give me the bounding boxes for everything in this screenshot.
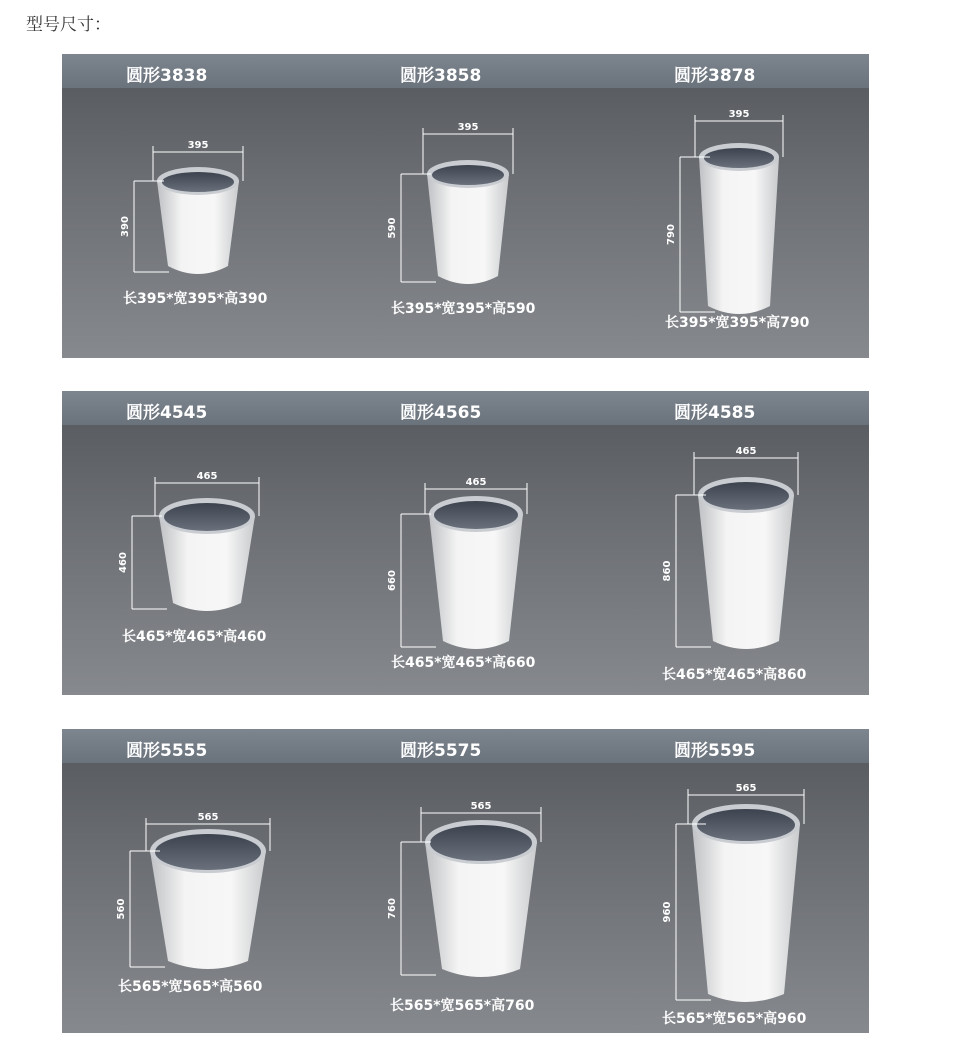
- size-spec: 长565*宽565*高760: [390, 998, 535, 1014]
- pot-opening: [704, 148, 774, 168]
- height-label: 760: [387, 898, 398, 919]
- model-title: 圆形4565: [400, 403, 482, 423]
- size-spec: 长395*宽395*高390: [123, 291, 268, 307]
- height-label: 560: [116, 898, 127, 920]
- model-title: 圆形3878: [674, 66, 756, 86]
- pot-item: [665, 109, 810, 331]
- pots-drawing: [62, 54, 869, 358]
- pot-item: [662, 783, 807, 1027]
- pot-body: [427, 174, 509, 284]
- height-label: 790: [666, 224, 677, 245]
- model-title: 圆形5575: [400, 741, 482, 761]
- pot-item: [387, 477, 536, 671]
- pot-item: [387, 801, 541, 1014]
- product-panel: [62, 54, 869, 358]
- pot-opening: [164, 503, 250, 531]
- pot-item: [120, 140, 268, 307]
- pot-body: [698, 495, 794, 649]
- size-spec: 长395*宽395*高790: [665, 315, 810, 331]
- pot-opening: [430, 825, 532, 861]
- width-label: 565: [735, 783, 757, 794]
- pot-body: [429, 514, 523, 649]
- model-title: 圆形4585: [674, 403, 756, 423]
- pots-drawing: [62, 729, 869, 1033]
- pots-drawing: [62, 391, 869, 695]
- height-label: 660: [387, 570, 398, 591]
- pot-body: [692, 824, 800, 1002]
- pot-opening: [703, 482, 789, 510]
- pot-opening: [697, 809, 795, 841]
- size-spec: 长465*宽465*高860: [662, 667, 807, 683]
- model-title: 圆形3858: [400, 66, 482, 86]
- pot-item: [387, 122, 536, 317]
- height-label: 860: [662, 560, 673, 582]
- pot-opening: [162, 172, 234, 192]
- model-title: 圆形3838: [126, 66, 208, 86]
- width-label: 465: [735, 446, 757, 457]
- pot-item: [116, 812, 270, 995]
- pot-item: [662, 446, 807, 683]
- pot-body: [699, 157, 779, 314]
- width-label: 395: [728, 109, 750, 120]
- width-label: 395: [457, 122, 479, 133]
- size-spec: 长565*宽565*高960: [662, 1011, 807, 1027]
- width-label: 565: [470, 801, 492, 812]
- height-label: 960: [662, 901, 673, 923]
- size-spec: 长465*宽465*高460: [122, 629, 267, 645]
- size-spec: 长565*宽565*高560: [118, 979, 263, 995]
- width-label: 465: [196, 471, 218, 482]
- product-panel: [62, 729, 869, 1033]
- height-label: 390: [120, 216, 131, 237]
- model-title: 圆形4545: [126, 403, 208, 423]
- model-title: 圆形5595: [674, 741, 756, 761]
- product-panel: [62, 391, 869, 695]
- width-label: 395: [187, 140, 209, 151]
- page-heading: 型号尺寸：: [26, 15, 111, 35]
- size-spec: 长465*宽465*高660: [391, 655, 536, 671]
- size-spec: 长395*宽395*高590: [391, 301, 536, 317]
- model-title: 圆形5555: [126, 741, 208, 761]
- height-label: 460: [118, 552, 129, 573]
- width-label: 465: [465, 477, 487, 488]
- pot-opening: [432, 165, 504, 185]
- pot-item: [118, 471, 267, 645]
- height-label: 590: [387, 217, 398, 239]
- pot-opening: [434, 501, 518, 529]
- pot-opening: [155, 834, 261, 870]
- width-label: 565: [197, 812, 219, 823]
